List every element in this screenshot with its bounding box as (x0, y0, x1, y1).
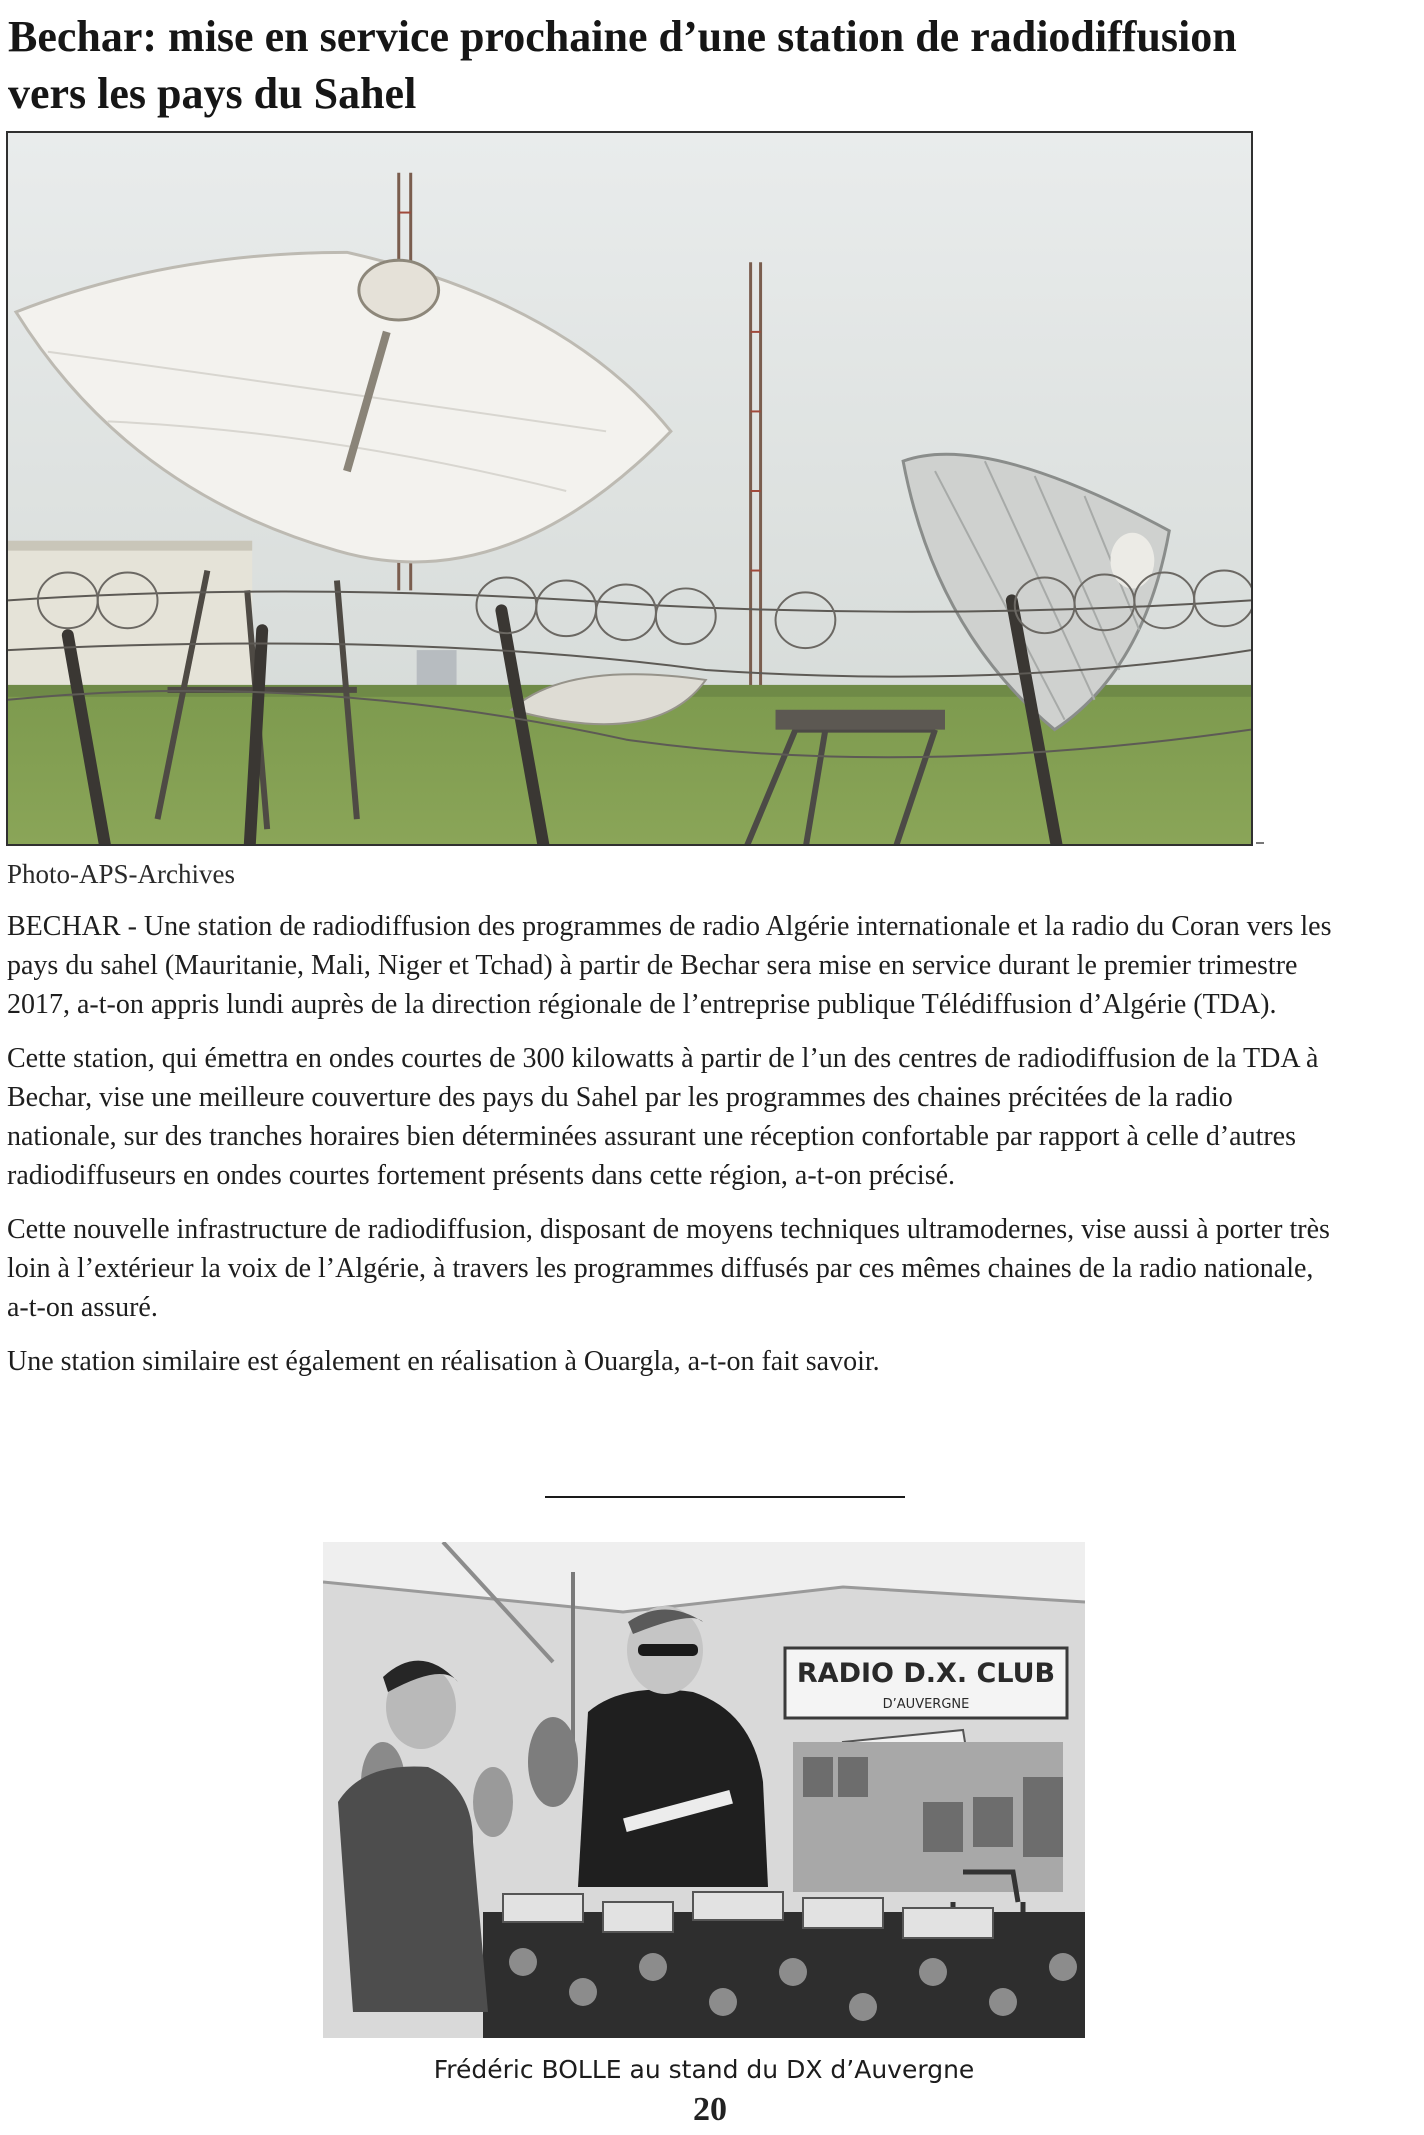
edge-mark (1256, 842, 1264, 844)
page-number: 20 (693, 2091, 727, 2128)
paragraph: Cette nouvelle infrastructure de radiodiffusion, disposant de moyens techniques ultramodernes, vise aussi à porter très loin à l’extérieur la voix de l’Algérie, à travers les programmes diffusés par ces mêmes chaines de la radio nationale, a-t-on assuré. (7, 1214, 1330, 1323)
stand-sign-subtitle: D’AUVERGNE (882, 1697, 970, 1712)
photo-caption: Frédéric BOLLE au stand du DX d’Auvergne (433, 2055, 975, 2084)
photo-credit: Photo-APS-Archives (7, 859, 235, 889)
paragraph: BECHAR - Une station de radiodiffusion des programmes de radio Algérie internationale et la radio du Coran vers les pays du sahel (Mauritanie, Mali, Niger et Tchad) à partir de Bechar sera mise en service durant le premier trimestre 2017, a-t-on appris lundi auprès de la direction régionale de l’entreprise publique Télédiffusion d’Algérie (TDA). (7, 911, 1332, 1020)
article-title: Bechar: mise en service prochaine d’une station de radiodiffusion vers les pays du Sahel (8, 12, 1237, 118)
dx-stand-photo (323, 1542, 1085, 2038)
stand-sign-title: RADIO D.X. CLUB (796, 1658, 1056, 1689)
paragraph: Cette station, qui émettra en ondes courtes de 300 kilowatts à partir de l’un des centres de radiodiffusion de la TDA à Bechar, vise une meilleure couverture des pays du Sahel par les programmes des chaines précitées de la radio nationale, sur des tranches horaires bien déterminées assurant une réception confortable par rapport à celle d’autres radiodiffuseurs en ondes courtes fortement présents dans cette région, a-t-on précisé. (7, 1043, 1319, 1191)
section-divider (545, 1496, 905, 1498)
antenna-photo (6, 131, 1253, 846)
paragraph: Une station similaire est également en réalisation à Ouargla, a-t-on fait savoir. (7, 1346, 880, 1377)
article-body (7, 907, 1332, 1396)
